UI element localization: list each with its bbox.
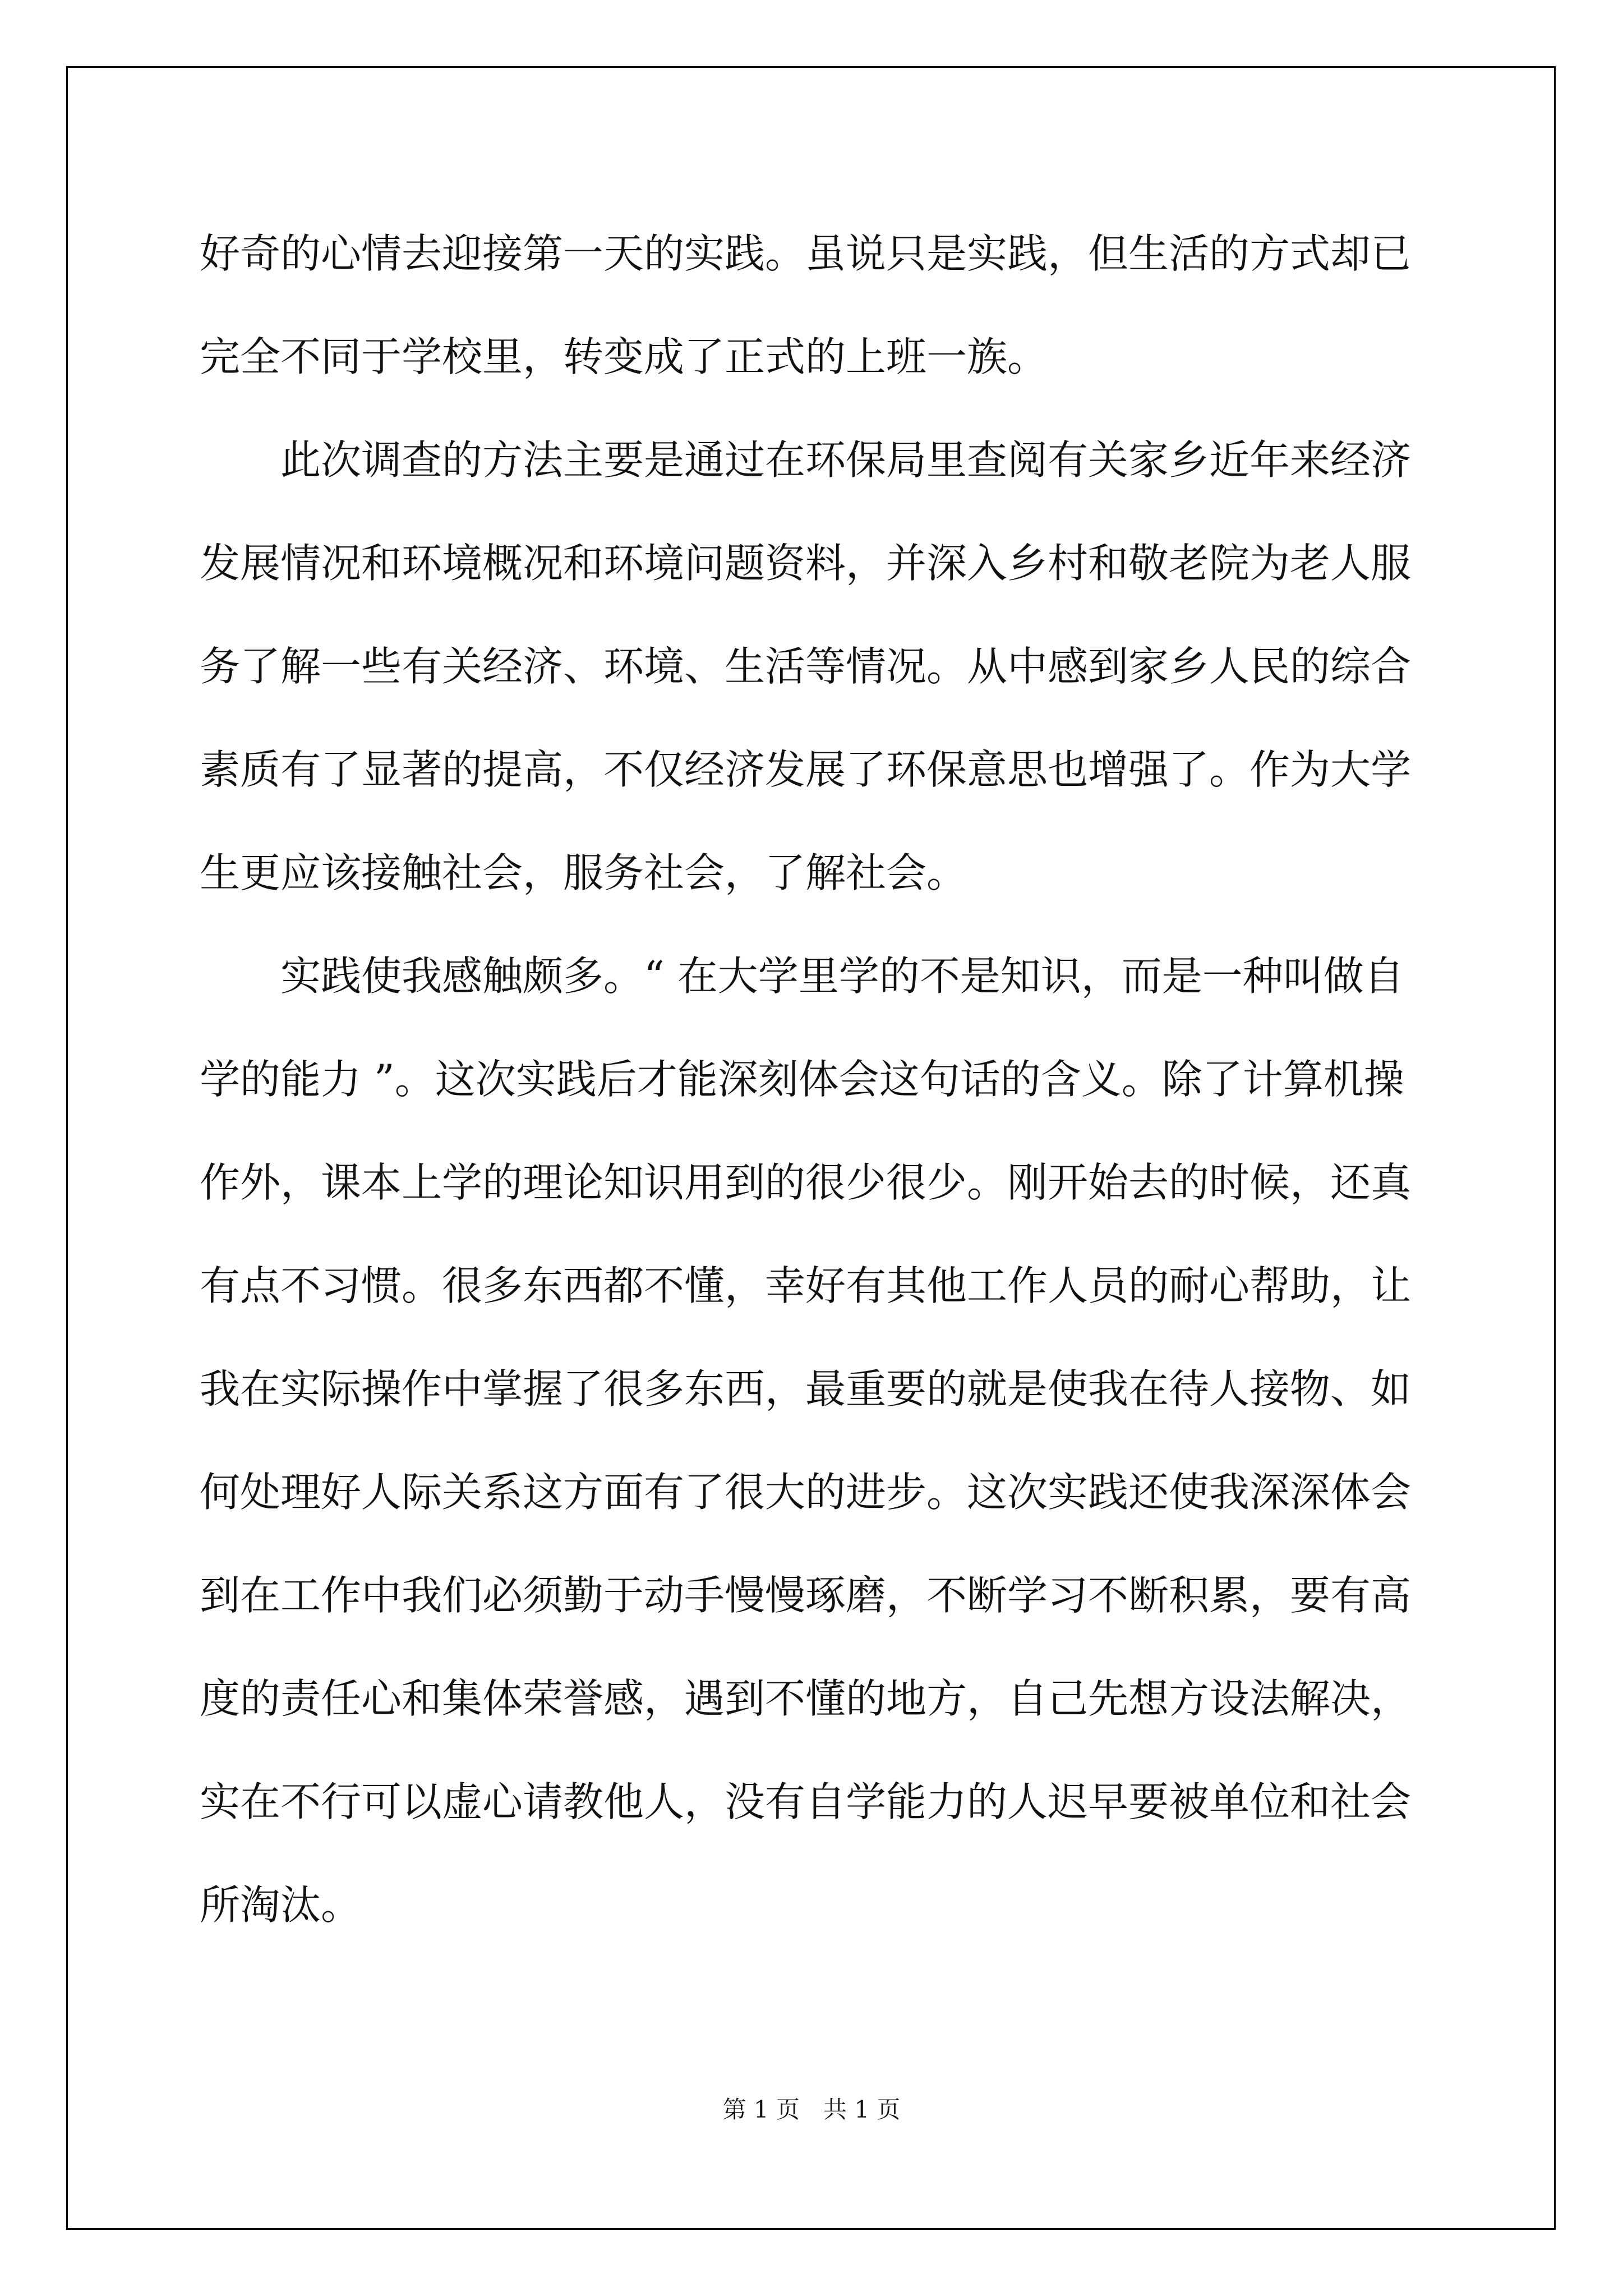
text-line: 学的能力 ”。这次实践后才能深刻体会这句话的含义。除了计算机操 bbox=[200, 1056, 1404, 1103]
text-line: 我在实际操作中掌握了很多东西，最重要的就是使我在待人接物、如 bbox=[200, 1365, 1412, 1412]
text-line: 何处理好人际关系这方面有了很大的进步。这次实践还使我深深体会 bbox=[200, 1469, 1412, 1516]
text-line: 实在不行可以虚心请教他人，没有自学能力的人迟早要被单位和社会 bbox=[200, 1778, 1412, 1825]
text-line: 所淘汰。 bbox=[200, 1881, 362, 1929]
text-line: 发展情况和环境概况和环境问题资料，并深入乡村和敬老院为老人服 bbox=[200, 540, 1412, 587]
text-line: 生更应该接触社会，服务社会，了解社会。 bbox=[200, 849, 967, 896]
text-line: 作外，课本上学的理论知识用到的很少很少。刚开始去的时候，还真 bbox=[200, 1159, 1412, 1206]
text-line: 好奇的心情去迎接第一天的实践。虽说只是实践，但生活的方式却已 bbox=[200, 230, 1412, 277]
page-number-footer: 第 1 页 共 1 页 bbox=[722, 2096, 901, 2123]
text-line: 务了解一些有关经济、环境、生活等情况。从中感到家乡人民的综合 bbox=[200, 643, 1412, 690]
text-line: 有点不习惯。很多东西都不懂，幸好有其他工作人员的耐心帮助，让 bbox=[200, 1262, 1412, 1309]
text-line: 完全不同于学校里，转变成了正式的上班一族。 bbox=[200, 333, 1048, 380]
text-line: 度的责任心和集体荣誉感，遇到不懂的地方，自己先想方设法解决， bbox=[200, 1675, 1412, 1722]
text-line: 素质有了显著的提高，不仅经济发展了环保意思也增强了。作为大学 bbox=[200, 746, 1412, 793]
text-line: 到在工作中我们必须勤于动手慢慢琢磨，不断学习不断积累，要有高 bbox=[200, 1572, 1412, 1619]
paragraph-start-line: 实践使我感触颇多。“ 在大学里学的不是知识，而是一种叫做自 bbox=[280, 953, 1404, 1000]
document-body bbox=[200, 202, 1428, 1957]
paragraph-start-line: 此次调查的方法主要是通过在环保局里查阅有关家乡近年来经济 bbox=[280, 436, 1412, 484]
